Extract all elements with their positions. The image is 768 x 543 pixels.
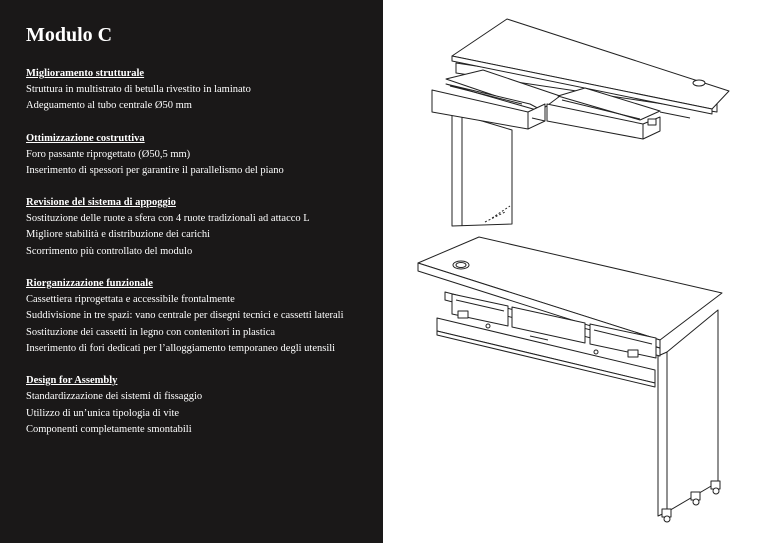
- section-line: Standardizzazione dei sistemi di fissaggio: [26, 391, 203, 403]
- leg-side: [667, 310, 718, 512]
- section-heading: Revisione del sistema di appoggio: [26, 197, 176, 209]
- section-line: Cassettiera riprogettata e accessibile frontalmente: [26, 294, 235, 306]
- desk-drawers-open-drawing: [432, 19, 729, 226]
- section-sistema-appoggio: [26, 195, 383, 260]
- section-ottimizzazione-costruttiva: [26, 131, 383, 180]
- hinge-icon: [458, 311, 468, 318]
- section-line: Suddivisione in tre spazi: vano centrale per disegni tecnici e cassetti laterali: [26, 310, 344, 322]
- section-line: Sostituzione dei cassetti in legno con contenitori in plastica: [26, 326, 276, 338]
- cable-hole-icon: [693, 80, 705, 86]
- section-heading: Design for Assembly: [26, 375, 118, 387]
- section-line: Scorrimento più controllato del modulo: [26, 245, 193, 257]
- section-heading: Miglioramento strutturale: [26, 68, 145, 79]
- description-panel: [0, 0, 383, 543]
- section-line: Componenti completamente smontabili: [26, 423, 192, 435]
- section-line: Adeguamento al tubo centrale Ø50 mm: [26, 100, 192, 112]
- side-panel: [452, 112, 512, 226]
- drawings-panel: [383, 0, 768, 543]
- section-design-for-assembly: [26, 373, 383, 438]
- desk-flap-open-drawing: [418, 237, 722, 522]
- section-heading: Ottimizzazione costruttiva: [26, 132, 145, 144]
- hinge-icon: [628, 350, 638, 357]
- page-title: Modulo C: [26, 24, 113, 46]
- section-riorganizzazione-funzionale: [26, 276, 383, 357]
- section-heading: Riorganizzazione funzionale: [26, 278, 153, 290]
- section-line: Sostituzione delle ruote a sfera con 4 ruote tradizionali ad attacco L: [26, 213, 310, 225]
- leg-front: [658, 352, 667, 516]
- section-line: Struttura in multistrato di betulla rivestito in laminato: [26, 84, 251, 95]
- section-line: Inserimento di fori dedicati per l’alloggiamento temporaneo degli utensili: [26, 342, 336, 354]
- section-line: Migliore stabilità e distribuzione dei carichi: [26, 229, 210, 241]
- section-line: Utilizzo di un’unica tipologia di vite: [26, 407, 180, 419]
- section-line: Inserimento di spessori per garantire il parallelismo del piano: [26, 164, 284, 176]
- section-line: Foro passante riprogettato (Ø50,5 mm): [26, 148, 191, 160]
- section-miglioramento-strutturale: [26, 66, 383, 115]
- module-drawings: [383, 0, 768, 543]
